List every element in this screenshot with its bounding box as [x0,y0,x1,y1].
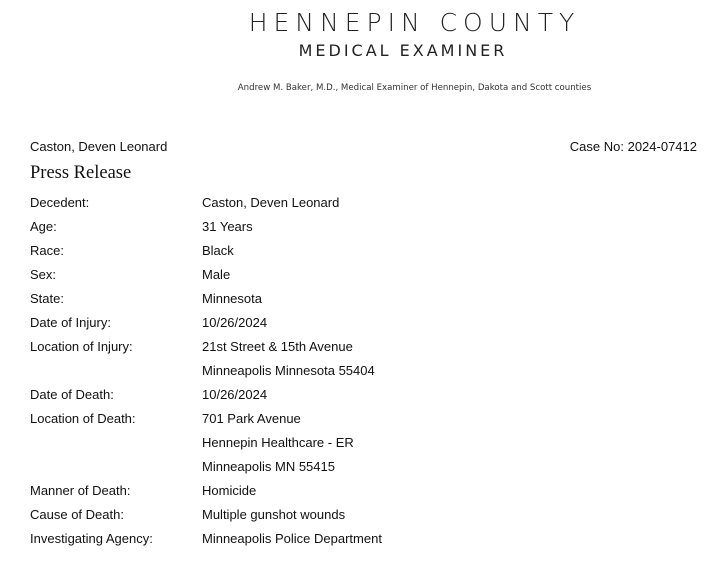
detail-row [30,385,690,409]
detail-row [30,433,690,457]
detail-label: Sex: [30,267,57,282]
examiner-line: Andrew M. Baker, M.D., Medical Examiner of Hennepin, Dakota and Scott counties [237,83,592,93]
detail-label: Manner of Death: [30,483,131,498]
detail-value: Caston, Deven Leonard [202,195,340,210]
detail-label: Date of Death: [30,387,114,402]
detail-value: 31 Years [202,219,253,234]
detail-row [30,313,690,337]
detail-value: 21st Street & 15th Avenue [202,339,353,354]
detail-value: Minneapolis MN 55415 [202,459,335,474]
document-title: Press Release [30,163,132,183]
detail-label: Location of Death: [30,411,136,426]
detail-row [30,529,690,553]
detail-row [30,241,690,265]
detail-value: 10/26/2024 [202,387,268,402]
detail-label: Cause of Death: [30,507,124,522]
detail-value: 10/26/2024 [202,315,268,330]
detail-value: 701 Park Avenue [202,411,301,426]
org-subtitle: MEDICAL EXAMINER [298,41,508,60]
detail-row [30,361,690,385]
detail-value: Multiple gunshot wounds [202,507,346,522]
detail-label: Location of Injury: [30,339,133,354]
detail-row [30,193,690,217]
detail-label: Race: [30,243,64,258]
detail-value: Minneapolis Minnesota 55404 [202,363,375,378]
detail-row [30,265,690,289]
case-number: Case No: 2024-07412 [569,139,697,154]
detail-label: Investigating Agency: [30,531,153,546]
detail-value: Homicide [202,483,257,498]
detail-value: Black [202,243,234,258]
detail-value: Minnesota [202,291,262,306]
detail-label: State: [30,291,64,306]
detail-label [30,361,202,362]
detail-row [30,457,690,481]
org-title: HENNEPIN COUNTY [248,8,581,37]
detail-row [30,337,690,361]
decedent-name-header: Caston, Deven Leonard [30,139,168,154]
detail-label: Date of Injury: [30,315,111,330]
details-table [30,193,690,553]
detail-row [30,409,690,433]
detail-label: Decedent: [30,195,90,210]
detail-row [30,505,690,529]
detail-value: Male [202,267,231,282]
detail-row [30,289,690,313]
detail-label [30,457,202,458]
detail-value: Hennepin Healthcare - ER [202,435,354,450]
detail-value: Minneapolis Police Department [202,531,382,546]
detail-label [30,433,202,434]
detail-label: Age: [30,219,57,234]
detail-row [30,481,690,505]
detail-row [30,217,690,241]
